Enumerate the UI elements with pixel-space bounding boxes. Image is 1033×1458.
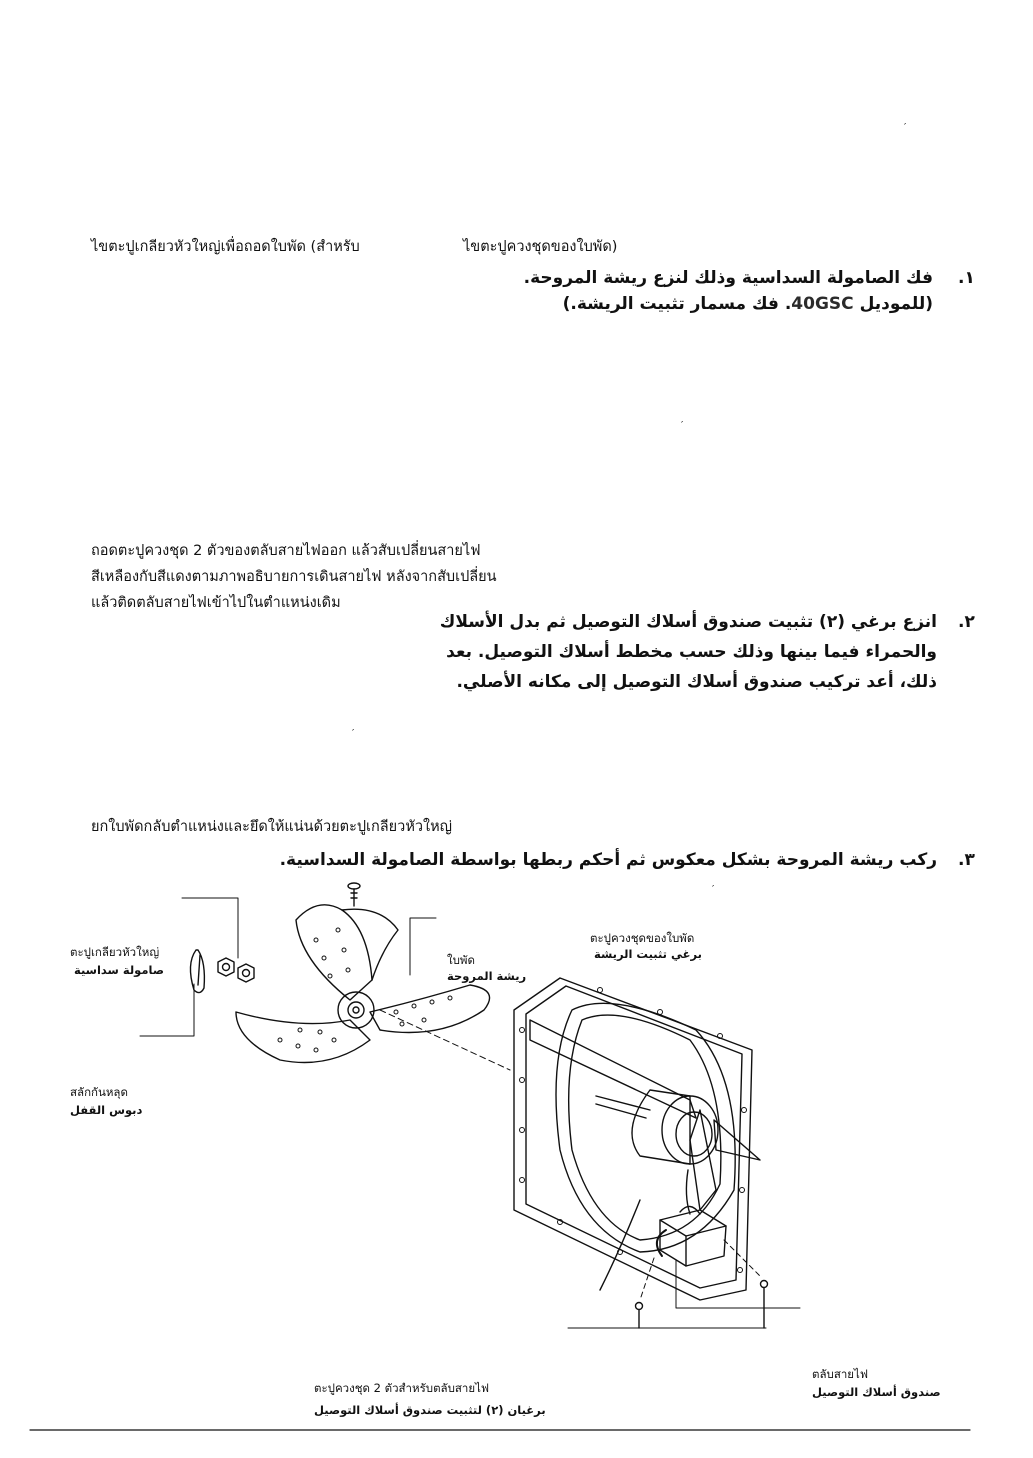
step2-arabic-line1: انزع برغي (٢) تثبيت صندوق أسلاك التوصيل ثم بدل الأسلاك	[439, 612, 937, 632]
hex-nut-icon	[218, 958, 254, 982]
model-number: 40GSC	[791, 294, 854, 314]
step1-thai-text: ไขตะปูเกลียวหัวใหญ่เพื่อถอดใบพัด (สำหรับ	[91, 239, 360, 255]
label-blade-arabic: ريشة المروحة	[447, 969, 527, 983]
step2-number: .٢	[958, 612, 975, 632]
label-blade-screw-arabic: برغي تثبيت الريشة	[594, 947, 702, 961]
step2-thai-line2: สีเหลืองกับสีแดงตามภาพอธิบายการเดินสายไฟ หลังจากสับเปลี่ยน	[91, 569, 497, 585]
step2-thai-line1: ถอดตะปูควงชุด 2 ตัวของตลับสายไฟออก แล้วสับเปลี่ยนสายไฟ	[91, 543, 481, 559]
step3-arabic-text: ركب ريشة المروحة بشكل معكوس ثم أحكم ربطها بواسطة الصامولة السداسية.	[279, 850, 937, 870]
junction-box-icon	[657, 1170, 726, 1266]
cotter-pin-icon	[190, 950, 204, 993]
step1-thai-text-right: ไขตะปูควงชุดของใบพัด)	[463, 239, 618, 255]
label-box-screws-arabic: برغيان (٢) لتثبيت صندوق أسلاك التوصيل	[314, 1403, 546, 1417]
step3-thai-text: ยกใบพัดกลับตำแหน่งและยึดให้แน่นด้วยตะปูเกลียวหัวใหญ่	[91, 819, 453, 835]
step1-arabic-line1: فك الصامولة السداسية وذلك لنزع ريشة المروحة.	[523, 268, 933, 288]
label-hex-nut-arabic: صامولة سداسية	[74, 963, 164, 977]
step2-arabic-line3: ذلك، أعد تركيب صندوق أسلاك التوصيل إلى مكانه الأصلي.	[456, 672, 937, 692]
label-cotter-pin-thai: สลักกันหลุด	[70, 1085, 128, 1099]
stray-mark: ′	[712, 884, 715, 895]
label-blade-thai: ใบพัด	[447, 953, 475, 967]
step2-thai-line3: แล้วติดตลับสายไฟเข้าไปในตำแหน่งเดิม	[91, 595, 341, 611]
label-blade-screw-thai: ตะปูควงชุดของใบพัด	[590, 931, 695, 945]
stray-mark: ′	[681, 420, 684, 431]
stray-mark: ′	[352, 728, 355, 739]
label-cotter-pin-arabic: دبوس القفل	[70, 1103, 143, 1117]
step3-number: .٣	[958, 850, 975, 870]
label-junction-box-arabic: صندوق أسلاك التوصيل	[812, 1385, 941, 1399]
step1-number: .١	[958, 268, 975, 288]
label-junction-box-thai: ตลับสายไฟ	[812, 1367, 868, 1381]
label-hex-nut-thai: ตะปูเกลียวหัวใหญ่	[70, 945, 160, 959]
leader-lines	[140, 898, 510, 1070]
stray-mark: ′	[904, 122, 907, 133]
step2-arabic-line2: والحمراء فيما بينها وذلك حسب مخطط أسلاك التوصيل. بعد	[446, 642, 937, 662]
blade-screw-icon	[348, 883, 360, 906]
label-box-screws-thai: ตะปูควงชุด 2 ตัวสำหรับตลับสายไฟ	[314, 1381, 490, 1395]
step1-arabic-line2: (للموديل 40GSC. فك مسمار تثبيت الريشة.)	[562, 294, 933, 314]
